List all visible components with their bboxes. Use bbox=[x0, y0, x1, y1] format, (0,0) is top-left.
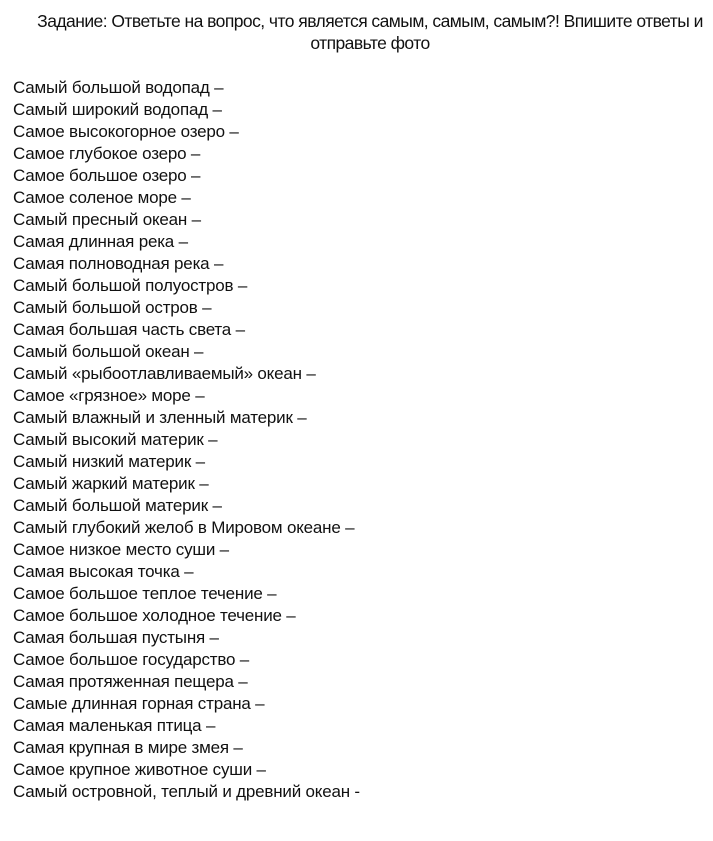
question-item: Самый большой океан – bbox=[13, 342, 204, 361]
question-item: Самый глубокий желоб в Мировом океане – bbox=[13, 518, 355, 537]
question-item: Самое крупное животное суши – bbox=[13, 760, 266, 779]
question-item: Самый «рыбоотлавливаемый» океан – bbox=[13, 364, 316, 383]
question-item: Самое «грязное» море – bbox=[13, 386, 205, 405]
question-item: Самый пресный океан – bbox=[13, 210, 201, 229]
question-item: Самое соленое море – bbox=[13, 188, 191, 207]
question-item: Самый большой остров – bbox=[13, 298, 212, 317]
question-item: Самая большая часть света – bbox=[13, 320, 245, 339]
task-title: Задание: Ответьте на вопрос, что является самым, самым, самым?! Впишите ответы и отправьте фото bbox=[37, 11, 703, 53]
question-item: Самый высокий материк – bbox=[13, 430, 218, 449]
question-item: Самая высокая точка – bbox=[13, 562, 194, 581]
question-item: Самое глубокое озеро – bbox=[13, 144, 201, 163]
question-item: Самый жаркий материк – bbox=[13, 474, 209, 493]
question-item: Самый большой полуостров – bbox=[13, 276, 248, 295]
question-list bbox=[13, 77, 360, 803]
question-item: Самое большое холодное течение – bbox=[13, 606, 296, 625]
question-item: Самая протяженная пещера – bbox=[13, 672, 248, 691]
question-item: Самый низкий материк – bbox=[13, 452, 205, 471]
question-item: Самое низкое место суши – bbox=[13, 540, 229, 559]
question-item: Самый широкий водопад – bbox=[13, 100, 222, 119]
question-item: Самое большое озеро – bbox=[13, 166, 201, 185]
question-item: Самые длинная горная страна – bbox=[13, 694, 265, 713]
question-item: Самый большой материк – bbox=[13, 496, 222, 515]
question-item: Самое большое теплое течение – bbox=[13, 584, 277, 603]
question-item: Самая крупная в мире змея – bbox=[13, 738, 243, 757]
question-item: Самая длинная река – bbox=[13, 232, 188, 251]
question-item: Самый большой водопад – bbox=[13, 78, 224, 97]
question-item: Самое высокогорное озеро – bbox=[13, 122, 239, 141]
question-item: Самое большое государство – bbox=[13, 650, 250, 669]
question-item: Самая большая пустыня – bbox=[13, 628, 219, 647]
question-item: Самая полноводная река – bbox=[13, 254, 224, 273]
question-item: Самый влажный и зленный материк – bbox=[13, 408, 307, 427]
question-item: Самая маленькая птица – bbox=[13, 716, 216, 735]
question-item: Самый островной, теплый и древний океан - bbox=[13, 782, 360, 801]
